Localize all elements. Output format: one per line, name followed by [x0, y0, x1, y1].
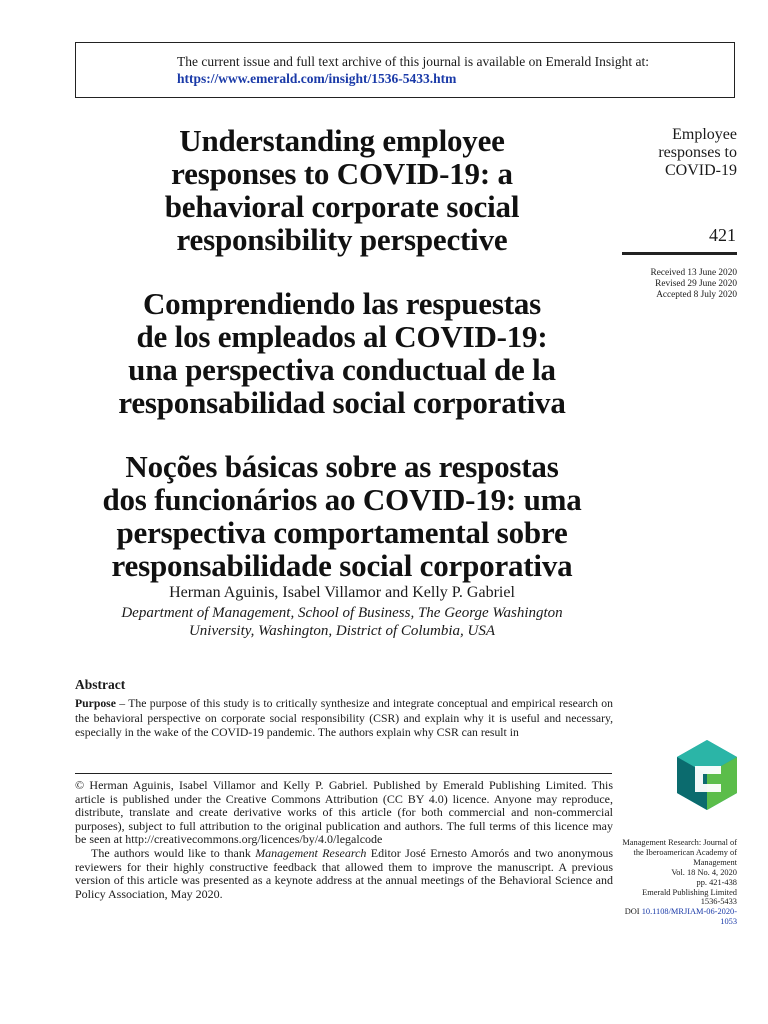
abstract-body — [75, 697, 613, 741]
archive-notice-box — [75, 42, 735, 98]
abstract-purpose-text: – The purpose of this study is to critically synthesize and integrate conceptual and empirical research on the behavioral perspective on corporate social responsibility (CSR) and explain why it is useful and necessary, especially in the wake of the COVID-19 pandemic. The authors explain why CSR can result in — [75, 697, 613, 739]
journal-info-line: pp. 421-438 — [696, 877, 737, 887]
affiliation-line: Department of Management, School of Business, The George Washington — [121, 605, 563, 621]
running-title-line: Employee — [672, 126, 737, 143]
journal-info-line: Management — [693, 857, 737, 867]
journal-info — [610, 838, 737, 927]
doi-label: DOI — [624, 907, 642, 917]
title-line: responsabilidad social corporativa — [118, 385, 566, 420]
title-portuguese — [75, 450, 609, 582]
doi-link[interactable]: 10.1108/MRJIAM-06-2020-1053 — [641, 907, 737, 927]
page-number: 421 — [709, 225, 736, 245]
affiliation-line: University, Washington, District of Columbia, USA — [188, 623, 496, 639]
sidebar-divider — [622, 252, 737, 255]
emerald-logo — [677, 740, 737, 810]
running-title-line: COVID-19 — [665, 162, 737, 179]
title-line: una perspectiva conductual de la — [128, 352, 556, 387]
footnote — [75, 779, 613, 901]
revised-date: Revised 29 June 2020 — [655, 279, 737, 290]
title-line: Understanding employee — [179, 123, 505, 158]
title-line: responsabilidade social corporativa — [111, 548, 573, 583]
journal-info-line: Management Research: Journal of — [622, 838, 737, 847]
acknowledgement-journal-name: Management Research — [255, 845, 367, 860]
license-statement: © Herman Aguinis, Isabel Villamor and Kelly P. Gabriel. Published by Emerald Publishing Limited. This article is published under the Creative Commons Attribution (CC BY 4.0) licence. Anyone may reproduce, distribute, translate and create derivative works of this article (for both commercial and non-commercial purposes), subject to full attribution to the original publication and authors. The full terms of this licence may be seen at http://creativecommons.org/licences/by/4.0/legalcode — [75, 778, 613, 847]
title-spanish — [75, 287, 609, 419]
title-line: Comprendiendo las respuestas — [142, 286, 542, 321]
doi-line — [610, 907, 737, 927]
journal-info-line: the Iberoamerican Academy of — [633, 847, 737, 857]
title-line: de los empleados al COVID-19: — [136, 319, 548, 354]
title-english — [75, 124, 609, 256]
acknowledgement — [75, 847, 613, 901]
acknowledgement-text-a: The authors would like to thank — [91, 845, 256, 860]
affiliation — [75, 604, 609, 640]
title-line: responses to COVID-19: a — [171, 156, 513, 191]
running-title — [620, 126, 737, 180]
received-date: Received 13 June 2020 — [650, 268, 737, 278]
running-title-line: responses to — [658, 144, 737, 161]
title-line: Noções básicas sobre as respostas — [125, 449, 559, 484]
acknowledgement-text-b: Editor José Ernesto Amorós and two anonymous reviewers for their highly constructive feedback that allowed them to improve the manuscript. A previous version of this article was presented as a keynote address at the annual meetings of the Behavioral Science and Policy Association, May 2020. — [75, 845, 613, 901]
accepted-date: Accepted 8 July 2020 — [656, 290, 737, 301]
title-line: behavioral corporate social — [164, 189, 520, 224]
emerald-logo-icon — [677, 740, 737, 810]
abstract-heading: Abstract — [75, 677, 126, 692]
archive-notice-text: The current issue and full text archive of this journal is available on Emerald Insight at: — [177, 54, 649, 69]
footnote-divider — [75, 773, 612, 774]
author-list: Herman Aguinis, Isabel Villamor and Kelly P. Gabriel — [169, 584, 515, 601]
submission-dates — [620, 268, 737, 302]
journal-info-line: Emerald Publishing Limited — [642, 887, 737, 897]
journal-url-link[interactable]: https://www.emerald.com/insight/1536-5433.htm — [177, 71, 457, 86]
journal-info-line: Vol. 18 No. 4, 2020 — [671, 867, 737, 877]
abstract-purpose-label: Purpose — [75, 697, 116, 710]
title-line: responsibility perspective — [176, 222, 508, 257]
title-line: dos funcionários ao COVID-19: uma — [102, 482, 582, 517]
title-line: perspectiva comportamental sobre — [116, 515, 568, 550]
journal-info-line: 1536-5433 — [700, 897, 737, 907]
